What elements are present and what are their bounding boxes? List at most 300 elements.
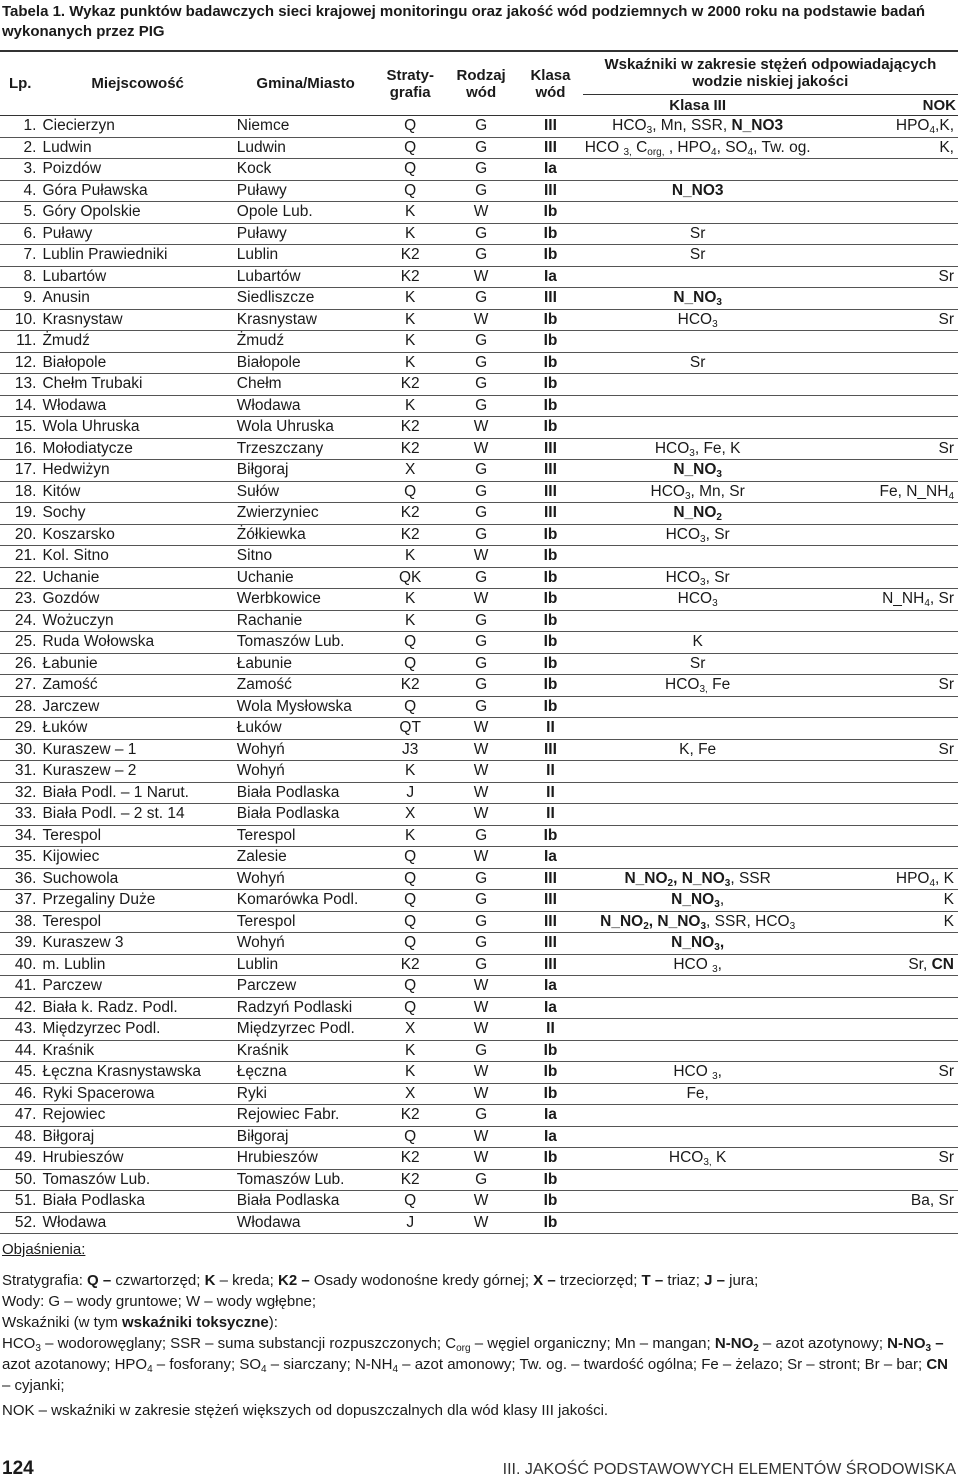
row-rodzaj: W [444, 589, 518, 611]
row-klasa: III [518, 890, 582, 912]
row-rodzaj: W [444, 309, 518, 331]
row-miejscowosc: Koszarsko [40, 524, 234, 546]
row-rodzaj: W [444, 266, 518, 288]
row-stratygrafia: K [376, 1062, 444, 1084]
row-stratygrafia: Q [376, 997, 444, 1019]
row-wskazniki-nok [813, 1019, 958, 1041]
row-stratygrafia: Q [376, 933, 444, 955]
legend-lines [2, 1270, 957, 1421]
row-stratygrafia: Q [376, 116, 444, 138]
row-wskazniki-klasa-iii [583, 976, 813, 998]
row-lp: 37. [0, 890, 40, 912]
row-lp: 1. [0, 116, 40, 138]
row-wskazniki-klasa-iii: Sr [583, 352, 813, 374]
row-stratygrafia: Q [376, 911, 444, 933]
row-gmina: Niemce [235, 116, 377, 138]
row-klasa: Ib [518, 1212, 582, 1234]
row-rodzaj: W [444, 1148, 518, 1170]
row-klasa: Ia [518, 1126, 582, 1148]
row-miejscowosc: Biała Podlaska [40, 1191, 234, 1213]
row-stratygrafia: K2 [376, 266, 444, 288]
row-lp: 6. [0, 223, 40, 245]
row-miejscowosc: Hedwiżyn [40, 460, 234, 482]
row-lp: 49. [0, 1148, 40, 1170]
row-wskazniki-klasa-iii [583, 997, 813, 1019]
row-gmina: Trzeszczany [235, 438, 377, 460]
row-klasa: Ib [518, 653, 582, 675]
row-gmina: Puławy [235, 223, 377, 245]
row-stratygrafia: Q [376, 890, 444, 912]
row-gmina: Opole Lub. [235, 202, 377, 224]
row-miejscowosc: Lublin Prawiedniki [40, 245, 234, 267]
row-miejscowosc: Ruda Wołowska [40, 632, 234, 654]
row-gmina: Parczew [235, 976, 377, 998]
row-lp: 39. [0, 933, 40, 955]
row-lp: 20. [0, 524, 40, 546]
row-lp: 4. [0, 180, 40, 202]
row-wskazniki-nok: K [813, 911, 958, 933]
row-lp: 30. [0, 739, 40, 761]
row-lp: 17. [0, 460, 40, 482]
row-lp: 33. [0, 804, 40, 826]
row-miejscowosc: Mołodiatycze [40, 438, 234, 460]
row-rodzaj: G [444, 1105, 518, 1127]
row-wskazniki-klasa-iii: $N\_NO_3$, [583, 890, 813, 912]
row-gmina: Krasnystaw [235, 309, 377, 331]
row-klasa: Ib [518, 675, 582, 697]
row-lp: 5. [0, 202, 40, 224]
row-lp: 24. [0, 610, 40, 632]
row-klasa: Ib [518, 223, 582, 245]
row-wskazniki-klasa-iii [583, 696, 813, 718]
row-miejscowosc: Ryki Spacerowa [40, 1083, 234, 1105]
row-miejscowosc: Biłgoraj [40, 1126, 234, 1148]
row-stratygrafia: X [376, 804, 444, 826]
row-lp: 13. [0, 374, 40, 396]
row-lp: 29. [0, 718, 40, 740]
table-title: Tabela 1. Wykaz punktów badawczych sieci krajowej monitoringu oraz jakość wód podziemnych w 2000 roku na podstawie badań wykonanych przez PIG [2, 3, 926, 40]
row-stratygrafia: J [376, 782, 444, 804]
row-klasa: Ib [518, 524, 582, 546]
row-klasa: Ia [518, 1105, 582, 1127]
row-gmina: Wola Uhruska [235, 417, 377, 439]
row-gmina: Werbkowice [235, 589, 377, 611]
row-rodzaj: G [444, 395, 518, 417]
row-stratygrafia: K2 [376, 954, 444, 976]
row-wskazniki-nok [813, 1105, 958, 1127]
row-gmina: Biała Podlaska [235, 804, 377, 826]
row-wskazniki-nok [813, 1083, 958, 1105]
row-lp: 23. [0, 589, 40, 611]
row-klasa: Ib [518, 825, 582, 847]
header-klasa-iii: Klasa III [583, 95, 813, 116]
row-wskazniki-nok [813, 180, 958, 202]
row-klasa: Ib [518, 1148, 582, 1170]
row-miejscowosc: Żmudź [40, 331, 234, 353]
row-rodzaj: W [444, 782, 518, 804]
row-miejscowosc: Kuraszew 3 [40, 933, 234, 955]
table-row [0, 847, 958, 869]
row-gmina: Siedliszcze [235, 288, 377, 310]
table-row [0, 288, 958, 310]
row-klasa: II [518, 782, 582, 804]
row-miejscowosc: Ludwin [40, 137, 234, 159]
table-row [0, 1169, 958, 1191]
row-stratygrafia: K [376, 1040, 444, 1062]
table-row [0, 245, 958, 267]
table-row [0, 1126, 958, 1148]
header-nok: NOK [813, 95, 958, 116]
row-stratygrafia: Q [376, 1126, 444, 1148]
row-stratygrafia: X [376, 1019, 444, 1041]
row-wskazniki-nok [813, 159, 958, 181]
row-lp: 51. [0, 1191, 40, 1213]
row-klasa: Ib [518, 417, 582, 439]
row-gmina: Lublin [235, 954, 377, 976]
row-gmina: Łęczna [235, 1062, 377, 1084]
row-wskazniki-klasa-iii: K [583, 632, 813, 654]
row-gmina: Wohyń [235, 933, 377, 955]
row-rodzaj: W [444, 739, 518, 761]
row-wskazniki-klasa-iii [583, 718, 813, 740]
row-klasa: III [518, 180, 582, 202]
row-gmina: Biała Podlaska [235, 782, 377, 804]
row-stratygrafia: K2 [376, 1148, 444, 1170]
row-gmina: Puławy [235, 180, 377, 202]
row-wskazniki-klasa-iii [583, 1105, 813, 1127]
row-miejscowosc: Włodawa [40, 395, 234, 417]
table-row [0, 739, 958, 761]
row-miejscowosc: Kijowiec [40, 847, 234, 869]
row-klasa: Ib [518, 546, 582, 568]
table-row [0, 352, 958, 374]
row-wskazniki-nok [813, 1126, 958, 1148]
row-miejscowosc: Kol. Sitno [40, 546, 234, 568]
row-wskazniki-nok: $HPO_4,K$, [813, 116, 958, 138]
row-miejscowosc: Chełm Trubaki [40, 374, 234, 396]
row-klasa: III [518, 868, 582, 890]
row-klasa: II [518, 1019, 582, 1041]
row-lp: 9. [0, 288, 40, 310]
row-miejscowosc: Łabunie [40, 653, 234, 675]
row-miejscowosc: Wożuczyn [40, 610, 234, 632]
row-klasa: III [518, 503, 582, 525]
row-klasa: Ib [518, 309, 582, 331]
row-stratygrafia: J [376, 1212, 444, 1234]
row-miejscowosc: Łęczna Krasnystawska [40, 1062, 234, 1084]
row-gmina: Lubartów [235, 266, 377, 288]
row-wskazniki-klasa-iii [583, 761, 813, 783]
row-stratygrafia: K2 [376, 503, 444, 525]
table-row [0, 438, 958, 460]
table-row [0, 309, 958, 331]
section-title: III. JAKOŚĆ PODSTAWOWYCH ELEMENTÓW ŚRODOWISKA [502, 1461, 956, 1478]
row-stratygrafia: K [376, 589, 444, 611]
table-row [0, 417, 958, 439]
header-rodzaj: Rodzaj wód [444, 51, 518, 116]
row-wskazniki-nok [813, 288, 958, 310]
row-stratygrafia: K [376, 223, 444, 245]
row-wskazniki-nok [813, 825, 958, 847]
table-row [0, 524, 958, 546]
row-lp: 3. [0, 159, 40, 181]
row-wskazniki-nok: Fe, $N\_NH_4$ [813, 481, 958, 503]
row-wskazniki-nok [813, 782, 958, 804]
row-gmina: Lublin [235, 245, 377, 267]
row-wskazniki-klasa-iii [583, 1191, 813, 1213]
table-row [0, 804, 958, 826]
table-row [0, 266, 958, 288]
row-rodzaj: W [444, 997, 518, 1019]
row-miejscowosc: Hrubieszów [40, 1148, 234, 1170]
row-wskazniki-klasa-iii [583, 331, 813, 353]
row-rodzaj: G [444, 460, 518, 482]
row-lp: 41. [0, 976, 40, 998]
row-gmina: Terespol [235, 911, 377, 933]
row-rodzaj: G [444, 696, 518, 718]
row-klasa: III [518, 954, 582, 976]
row-miejscowosc: Przegaliny Duże [40, 890, 234, 912]
row-gmina: Biłgoraj [235, 1126, 377, 1148]
row-wskazniki-nok: K, [813, 137, 958, 159]
row-wskazniki-nok [813, 847, 958, 869]
row-wskazniki-klasa-iii: $HCO_3$ [583, 309, 813, 331]
row-wskazniki-klasa-iii: HCO $_{3,}$ $C_{org,}$ , $HPO_4$, $SO_4$, Tw. og. [584, 138, 811, 158]
row-rodzaj: G [444, 288, 518, 310]
row-stratygrafia: Q [376, 976, 444, 998]
row-wskazniki-nok [813, 718, 958, 740]
table-row [0, 675, 958, 697]
row-rodzaj: G [444, 245, 518, 267]
row-klasa: III [518, 481, 582, 503]
table-row [0, 997, 958, 1019]
legend-line: Wody: G – wody gruntowe; W – wody wgłębne; [2, 1293, 317, 1310]
row-lp: 35. [0, 847, 40, 869]
row-wskazniki-klasa-iii: $HCO_3$, Sr [583, 524, 813, 546]
row-wskazniki-nok [813, 632, 958, 654]
row-klasa: Ib [518, 589, 582, 611]
row-lp: 15. [0, 417, 40, 439]
row-klasa: Ia [518, 266, 582, 288]
row-lp: 22. [0, 567, 40, 589]
row-stratygrafia: QT [376, 718, 444, 740]
row-gmina: Międzyrzec Podl. [235, 1019, 377, 1041]
table-row [0, 954, 958, 976]
row-wskazniki-klasa-iii: $N\_NO_3$ [583, 288, 813, 310]
table-row [0, 374, 958, 396]
row-klasa: Ib [518, 1040, 582, 1062]
row-miejscowosc: Lubartów [40, 266, 234, 288]
row-wskazniki-klasa-iii [583, 1019, 813, 1041]
row-miejscowosc: Kraśnik [40, 1040, 234, 1062]
row-wskazniki-nok [813, 1212, 958, 1234]
row-klasa: II [518, 718, 582, 740]
row-miejscowosc: Puławy [40, 223, 234, 245]
row-lp: 2. [0, 137, 40, 159]
row-wskazniki-nok [813, 997, 958, 1019]
row-lp: 27. [0, 675, 40, 697]
row-miejscowosc: Białopole [40, 352, 234, 374]
row-wskazniki-klasa-iii: $N\_NO_3$, [583, 933, 813, 955]
table-row [0, 116, 958, 138]
row-wskazniki-nok: $N\_NH_4$, Sr [813, 589, 958, 611]
row-miejscowosc: Włodawa [40, 1212, 234, 1234]
table-row [0, 653, 958, 675]
row-wskazniki-nok: $HPO_4$, K [813, 868, 958, 890]
row-lp: 26. [0, 653, 40, 675]
row-lp: 38. [0, 911, 40, 933]
row-klasa: Ib [518, 202, 582, 224]
row-lp: 12. [0, 352, 40, 374]
row-wskazniki-klasa-iii [583, 1040, 813, 1062]
row-gmina: Zamość [235, 675, 377, 697]
legend-heading: Objaśnienia: [2, 1241, 86, 1258]
row-stratygrafia: Q [376, 653, 444, 675]
row-stratygrafia: K2 [376, 1169, 444, 1191]
row-stratygrafia: K [376, 309, 444, 331]
row-wskazniki-nok [813, 804, 958, 826]
row-rodzaj: G [444, 911, 518, 933]
row-miejscowosc: Terespol [40, 825, 234, 847]
row-rodzaj: G [444, 890, 518, 912]
row-miejscowosc: Anusin [40, 288, 234, 310]
row-lp: 48. [0, 1126, 40, 1148]
row-miejscowosc: Biała Podl. – 2 st. 14 [40, 804, 234, 826]
row-wskazniki-klasa-iii: $HCO_3$, Fe, K [583, 438, 813, 460]
row-stratygrafia: K [376, 825, 444, 847]
table-row [0, 696, 958, 718]
table-row [0, 610, 958, 632]
row-klasa: III [518, 739, 582, 761]
table-row [0, 782, 958, 804]
row-miejscowosc: Suchowola [40, 868, 234, 890]
row-miejscowosc: Kitów [40, 481, 234, 503]
legend-line: Wskaźniki (w tym wskaźniki toksyczne): [2, 1314, 278, 1331]
row-wskazniki-klasa-iii: $HCO_{3,}$ Fe [583, 675, 813, 697]
row-lp: 11. [0, 331, 40, 353]
row-klasa: Ib [518, 374, 582, 396]
row-miejscowosc: Ciecierzyn [40, 116, 234, 138]
row-rodzaj: W [444, 1126, 518, 1148]
header-lp: Lp. [0, 51, 40, 116]
row-rodzaj: G [444, 933, 518, 955]
row-lp: 18. [0, 481, 40, 503]
row-stratygrafia: K2 [376, 417, 444, 439]
row-rodzaj: G [444, 825, 518, 847]
row-klasa: III [518, 438, 582, 460]
row-miejscowosc: Biała Podl. – 1 Narut. [40, 782, 234, 804]
row-rodzaj: G [444, 374, 518, 396]
row-wskazniki-nok [813, 1169, 958, 1191]
row-wskazniki-klasa-iii: $N\_NO_2$, $N\_NO_3$, SSR, $HCO_3$ [583, 911, 813, 933]
row-lp: 8. [0, 266, 40, 288]
legend-line: $HCO_3$ – wodorowęglany; SSR – suma substancji rozpuszczonych; $C_{org}$ – węgiel organiczny; Mn – mangan; $N-NO_2$ – azot azotynowy; $N-NO_3$ – azot azotanowy; $HPO_4$ – fosforany; $SO_4$ – siarczany; $N-NH_4$ – azot amonowy; Tw. og. – twardość ogólna; Fe – żelazo; Sr – stront; Br – bar; CN – cyjanki; [2, 1335, 949, 1394]
row-gmina: Terespol [235, 825, 377, 847]
row-rodzaj: W [444, 718, 518, 740]
table-row [0, 911, 958, 933]
row-gmina: Włodawa [235, 1212, 377, 1234]
row-rodzaj: W [444, 976, 518, 998]
table-row [0, 202, 958, 224]
monitoring-table [0, 50, 958, 1234]
row-klasa: III [518, 911, 582, 933]
table-row [0, 1105, 958, 1127]
row-wskazniki-nok [813, 653, 958, 675]
row-rodzaj: W [444, 546, 518, 568]
row-miejscowosc: Jarczew [40, 696, 234, 718]
row-miejscowosc: Kuraszew – 2 [40, 761, 234, 783]
row-lp: 36. [0, 868, 40, 890]
row-stratygrafia: Q [376, 1191, 444, 1213]
row-rodzaj: G [444, 352, 518, 374]
row-stratygrafia: Q [376, 632, 444, 654]
table-row [0, 546, 958, 568]
row-wskazniki-klasa-iii: Fe, [583, 1083, 813, 1105]
row-wskazniki-klasa-iii [583, 1169, 813, 1191]
row-rodzaj: G [444, 331, 518, 353]
row-gmina: Wola Mysłowska [235, 696, 377, 718]
row-miejscowosc: m. Lublin [40, 954, 234, 976]
row-wskazniki-nok [813, 610, 958, 632]
row-klasa: Ia [518, 159, 582, 181]
row-rodzaj: G [444, 567, 518, 589]
row-stratygrafia: K2 [376, 438, 444, 460]
row-gmina: Kraśnik [235, 1040, 377, 1062]
row-wskazniki-klasa-iii [583, 417, 813, 439]
row-gmina: Łuków [235, 718, 377, 740]
table-row [0, 1040, 958, 1062]
row-wskazniki-nok [813, 761, 958, 783]
header-stratygrafia: Straty-grafia [376, 51, 444, 116]
row-gmina: Tomaszów Lub. [235, 1169, 377, 1191]
table-row [0, 868, 958, 890]
row-stratygrafia: K [376, 331, 444, 353]
row-wskazniki-nok [813, 933, 958, 955]
row-gmina: Kock [235, 159, 377, 181]
row-wskazniki-klasa-iii: $N\_NO_2$ [583, 503, 813, 525]
row-klasa: III [518, 460, 582, 482]
row-wskazniki-nok: Sr [813, 1062, 958, 1084]
row-rodzaj: G [444, 159, 518, 181]
row-wskazniki-nok: Sr [813, 266, 958, 288]
row-klasa: Ib [518, 632, 582, 654]
row-klasa: II [518, 761, 582, 783]
row-wskazniki-nok [813, 524, 958, 546]
row-rodzaj: W [444, 847, 518, 869]
row-gmina: Ludwin [235, 137, 377, 159]
row-lp: 47. [0, 1105, 40, 1127]
row-lp: 44. [0, 1040, 40, 1062]
row-rodzaj: W [444, 1212, 518, 1234]
row-stratygrafia: Q [376, 696, 444, 718]
row-klasa: Ia [518, 847, 582, 869]
row-lp: 21. [0, 546, 40, 568]
row-klasa: Ib [518, 567, 582, 589]
table-row [0, 223, 958, 245]
row-lp: 7. [0, 245, 40, 267]
row-gmina: Uchanie [235, 567, 377, 589]
row-stratygrafia: K2 [376, 245, 444, 267]
row-lp: 10. [0, 309, 40, 331]
row-stratygrafia: X [376, 460, 444, 482]
row-wskazniki-klasa-iii [583, 782, 813, 804]
row-stratygrafia: J3 [376, 739, 444, 761]
row-klasa: III [518, 288, 582, 310]
row-rodzaj: W [444, 1019, 518, 1041]
row-miejscowosc: Rejowiec [40, 1105, 234, 1127]
row-gmina: Hrubieszów [235, 1148, 377, 1170]
row-wskazniki-nok [813, 352, 958, 374]
